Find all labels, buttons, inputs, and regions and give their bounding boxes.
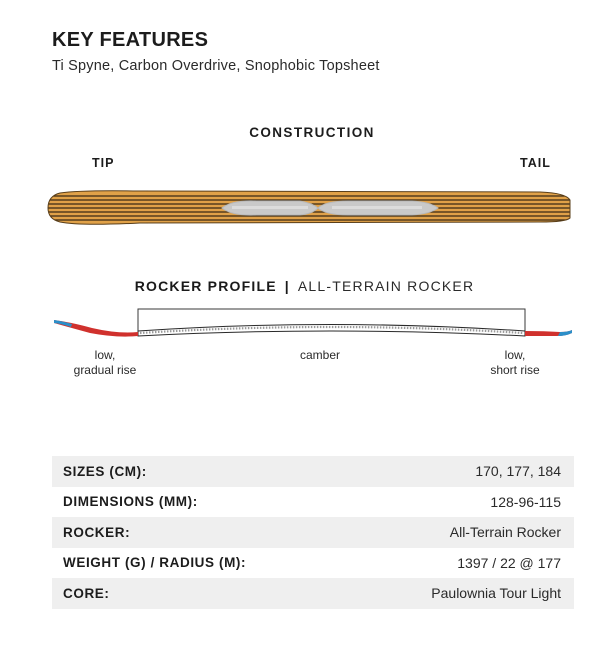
tail-note-line-2: short rise xyxy=(490,363,540,377)
spec-value: 170, 177, 184 xyxy=(475,463,561,480)
spec-row-dimensions xyxy=(52,487,574,518)
feature-list: Ti Spyne, Carbon Overdrive, Snophobic Topsheet xyxy=(52,58,380,74)
tail-note-line-1: low, xyxy=(504,348,526,362)
rocker-profile-name: ALL-TERRAIN ROCKER xyxy=(297,278,475,294)
construction-heading: CONSTRUCTION xyxy=(249,125,375,140)
tail-label: TAIL xyxy=(520,156,551,170)
camber-note: camber xyxy=(299,348,340,362)
spec-label: CORE: xyxy=(63,585,110,601)
ti-spyne-insert xyxy=(222,201,438,215)
spec-label: ROCKER: xyxy=(63,524,131,540)
spec-value: All-Terrain Rocker xyxy=(449,524,561,541)
spec-row-core xyxy=(52,578,574,609)
page-title: KEY FEATURES xyxy=(52,29,209,51)
rocker-heading-label: ROCKER PROFILE xyxy=(134,278,277,294)
tip-note-line-2: gradual rise xyxy=(73,363,137,377)
rocker-heading-separator: | xyxy=(284,278,290,294)
spec-value: 1397 / 22 @ 177 xyxy=(457,554,561,571)
spec-label: WEIGHT (G) / RADIUS (M): xyxy=(63,555,247,571)
tail-rise-note xyxy=(465,348,565,378)
tip-label: TIP xyxy=(92,156,115,170)
spec-table xyxy=(52,456,574,609)
tip-note-line-1: low, xyxy=(94,348,116,362)
spec-label: SIZES (CM): xyxy=(63,463,147,479)
tip-rocker xyxy=(54,320,138,337)
spec-row-sizes xyxy=(52,456,574,487)
tip-rise-note xyxy=(55,348,155,378)
rocker-profile-diagram xyxy=(54,309,572,337)
spec-label: DIMENSIONS (MM): xyxy=(63,494,198,510)
spec-row-rocker xyxy=(52,517,574,548)
spec-value: 128-96-115 xyxy=(490,493,561,510)
spec-row-weight-radius xyxy=(52,548,574,579)
spec-value: Paulownia Tour Light xyxy=(431,585,561,602)
rocker-profile-heading xyxy=(0,278,609,294)
